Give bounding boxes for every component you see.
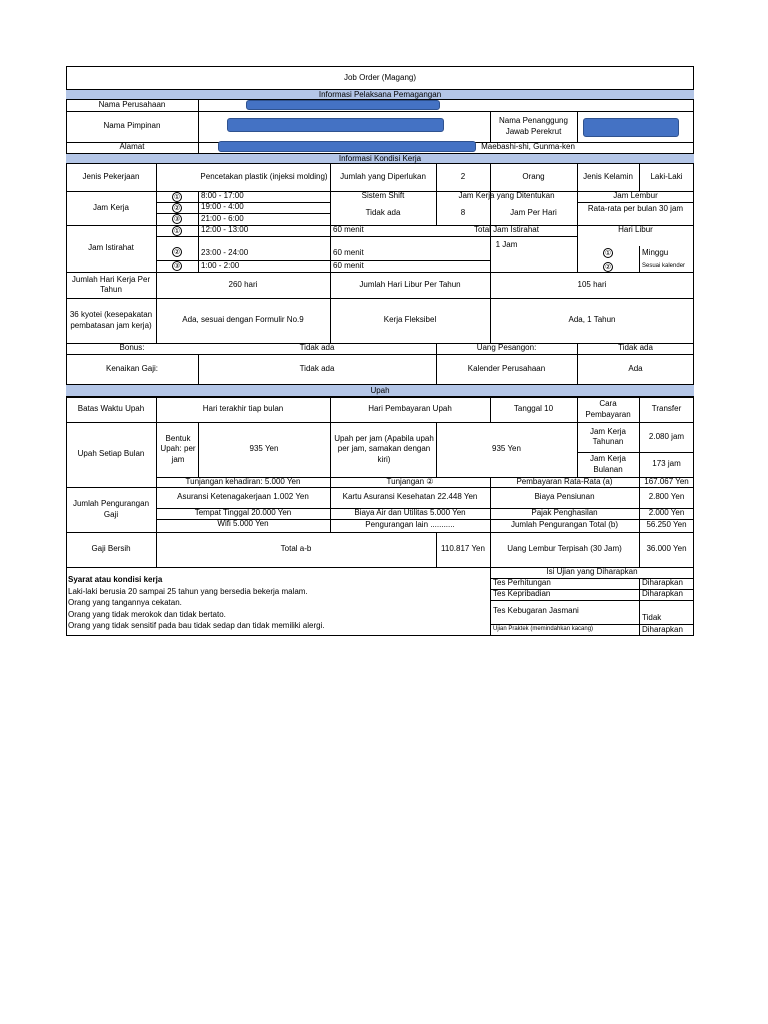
section-header-kondisi: Informasi Kondisi Kerja (66, 153, 694, 164)
total-ab-label: Total a-b (280, 544, 312, 554)
rata-value: 167.067 Yen (644, 477, 689, 486)
bentuk-label: Bentuk Upah: per jam (160, 433, 196, 464)
pembayaran-label: Hari Pembayaran Upah (368, 404, 452, 414)
number-3-icon: ③ (173, 263, 181, 270)
syarat-item: Laki-laki berusia 20 sampai 25 tahun yang bersedia bekerja malam. (68, 586, 308, 596)
jam-istirahat-label: Jam Istirahat (88, 243, 134, 253)
jenis-kelamin-value: Laki-Laki (650, 171, 683, 181)
total-ab-value: 110.817 Yen (441, 544, 485, 554)
total-pengurangan-label: Jumlah Pengurangan Total (b) (510, 520, 619, 530)
jumlah-diperlukan-label: Jumlah yang Diperlukan (340, 171, 426, 181)
jam-per-hari-label: Jam Per Hari (510, 208, 557, 218)
jam-kerja-ditentukan-label: Jam Kerja yang Ditentukan (458, 191, 555, 201)
lembur-value: 36.000 Yen (646, 544, 687, 554)
fleksibel-label: Kerja Fleksibel (383, 315, 437, 325)
total-istirahat-label: Total Jam Istirahat (474, 225, 539, 235)
alamat-value: Maebashi-shi, Gunma-ken (481, 142, 575, 152)
kyotei-value: Ada, sesuai dengan Formulir No.9 (182, 315, 304, 325)
number-2-icon: ② (604, 264, 612, 271)
number-1-icon: ① (173, 194, 181, 201)
kenaikan-label: Kenaikan Gaji: (105, 363, 159, 373)
jam-tahunan-label: Jam Kerja Tahunan (589, 426, 626, 446)
cara-value: Transfer (651, 404, 682, 414)
redacted-recruiter-name (583, 118, 679, 137)
number-1-icon: ① (604, 250, 612, 257)
redacted-address (218, 141, 476, 152)
kalender-label: Kalender Perusahaan (467, 363, 546, 373)
tempat-tinggal: Tempat Tinggal 20.000 Yen (194, 508, 292, 518)
ujian-title: Isi Ujian yang Diharapkan (546, 567, 638, 577)
syarat-section (68, 574, 488, 632)
jam-kerja-3: 21:00 - 6:00 (201, 213, 244, 223)
jam-bulanan-label: Jam Kerja Bulanan (589, 454, 626, 474)
form-title: Job Order (Magang) (343, 72, 417, 82)
alamat-label: Alamat (119, 142, 145, 152)
istirahat-3: 1:00 - 2:00 (201, 261, 240, 271)
ujian-value-2: Diharapkan (642, 589, 683, 599)
asuransi-kerja: Asuransi Ketenagakerjaan 1.002 Yen (177, 492, 309, 502)
batas-label: Batas Waktu Upah (77, 404, 145, 414)
redacted-company-name (246, 100, 440, 110)
jam-tahunan-value: 2.080 jam (648, 431, 685, 441)
cara-label: Cara Pembayaran (585, 399, 631, 419)
section-header-pelaksana: Informasi Pelaksana Pemagangan (66, 89, 694, 100)
istirahat-2: 23:00 - 24:00 (201, 247, 249, 257)
hari-libur-tahun-label: Jumlah Hari Libur Per Tahun (359, 279, 461, 289)
tunjangan-2: Tunjangan ② (386, 477, 434, 486)
total-istirahat-value: 1 Jam (495, 239, 518, 249)
ujian-name-3: Tes Kebugaran Jasmani (493, 605, 579, 615)
istirahat-menit-2: 60 menit (333, 247, 364, 257)
pajak-value: 2.000 Yen (648, 508, 685, 518)
syarat-item: Orang yang tidak merokok dan tidak bertato. (68, 609, 226, 619)
jam-bulanan-value: 173 jam (652, 459, 681, 469)
penanggung-label: Nama Penanggung Jawab Perekrut (499, 116, 568, 136)
pajak-label: Pajak Penghasilan (531, 508, 598, 518)
air-utilitas: Biaya Air dan Utilitas 5.000 Yen (354, 508, 466, 518)
kenaikan-value: Tidak ada (299, 363, 335, 373)
jenis-pekerjaan-value: Pencetakan plastik (injeksi molding) (200, 171, 328, 181)
istirahat-1: 12:00 - 13:00 (201, 225, 249, 235)
gaji-bersih-label: Gaji Bersih (91, 544, 131, 554)
number-1-icon: ① (173, 228, 181, 235)
orang-label: Orang (522, 171, 545, 181)
jenis-kelamin-label: Jenis Kelamin (583, 171, 633, 181)
total-pengurangan-value: 56.250 Yen (646, 520, 687, 530)
jam-kerja-label: Jam Kerja (92, 202, 129, 212)
pesangon-label: Uang Pesangon: (476, 343, 537, 353)
jenis-pekerjaan-label: Jenis Pekerjaan (82, 171, 140, 181)
nama-pimpinan-label: Nama Pimpinan (103, 121, 161, 131)
ujian-name-2: Tes Kepribadian (493, 589, 551, 599)
syarat-item: Orang yang tidak sensitif pada bau tidak sedap dan tidak memiliki alergi. (68, 621, 325, 630)
pengurangan-lain: Pengurangan lain ........... (365, 520, 455, 530)
number-3-icon: ③ (173, 216, 181, 223)
syarat-title: Syarat atau kondisi kerja (68, 575, 163, 584)
pensiun-value: 2.800 Yen (648, 492, 685, 502)
number-2-icon: ② (173, 249, 181, 256)
bentuk-value: 935 Yen (249, 444, 279, 454)
ujian-value-1: Diharapkan (642, 578, 683, 588)
pembayaran-value: Tanggal 10 (513, 404, 554, 414)
jam-lembur-label: Jam Lembur (613, 191, 658, 201)
hari-libur-tahun-value: 105 hari (577, 279, 607, 289)
asuransi-kesehatan: Kartu Asuransi Kesehatan 22.448 Yen (342, 492, 478, 502)
hari-kerja-label: Jumlah Hari Kerja Per Tahun (71, 274, 151, 294)
istirahat-menit-3: 60 menit (333, 261, 364, 271)
jumlah-diperlukan-value: 2 (460, 171, 466, 181)
lembur-label: Uang Lembur Terpisah (30 Jam) (507, 544, 622, 554)
ujian-name-1: Tes Perhitungan (493, 578, 551, 588)
jam-kerja-2: 19:00 - 4:00 (201, 202, 244, 212)
pensiun-label: Biaya Pensiunan (534, 492, 595, 502)
hari-kerja-value: 260 hari (228, 279, 258, 289)
bonus-label: Bonus: (119, 343, 145, 353)
bonus-value: Tidak ada (299, 343, 335, 353)
ujian-value-4: Diharapkan (642, 624, 683, 634)
upah-jam-value: 935 Yen (492, 444, 521, 454)
jam-kerja-ditentukan-value: 8 (460, 208, 466, 218)
syarat-item: Orang yang tangannya cekatan. (68, 598, 182, 607)
upah-bulan-label: Upah Setiap Bulan (77, 449, 145, 459)
kyotei-label: 36 kyotei (kesepakatan pembatasan jam kerja) (69, 310, 153, 330)
number-2-icon: ② (173, 205, 181, 212)
tunjangan-kehadiran: Tunjangan kehadiran: 5.000 Yen (185, 477, 301, 486)
pengurangan-label: Jumlah Pengurangan Gaji (72, 499, 150, 519)
jam-kerja-1: 8:00 - 17:00 (201, 191, 244, 201)
hari-libur-1: Minggu (642, 247, 669, 257)
redacted-director-name (227, 118, 444, 132)
hari-libur-2: Sesuai kalender (642, 263, 686, 270)
rata-label: Pembayaran Rata-Rata (a) (516, 477, 613, 486)
upah-jam-label: Upah per jam (Apabila upah per jam, samakan dengan kiri) (334, 433, 434, 464)
kalender-value: Ada (628, 363, 643, 373)
ujian-name-4: Ujian Praktek (memindahkan kacang) (493, 626, 594, 633)
fleksibel-value: Ada, 1 Tahun (568, 315, 616, 325)
hari-libur-label: Hari Libur (618, 225, 653, 235)
section-header-upah: Upah (66, 384, 694, 397)
wifi: Wifi 5.000 Yen (217, 519, 269, 529)
sistem-shift-label: Sistem Shift (361, 191, 405, 201)
istirahat-menit-1: 60 menit (333, 225, 364, 235)
ujian-value-3: Tidak (642, 612, 662, 622)
sistem-shift-value: Tidak ada (365, 208, 401, 218)
pesangon-value: Tidak ada (618, 343, 653, 353)
jam-lembur-value: Rata-rata per bulan 30 jam (587, 203, 684, 213)
batas-value: Hari terakhir tiap bulan (202, 404, 284, 414)
nama-perusahaan-label: Nama Perusahaan (98, 100, 166, 110)
